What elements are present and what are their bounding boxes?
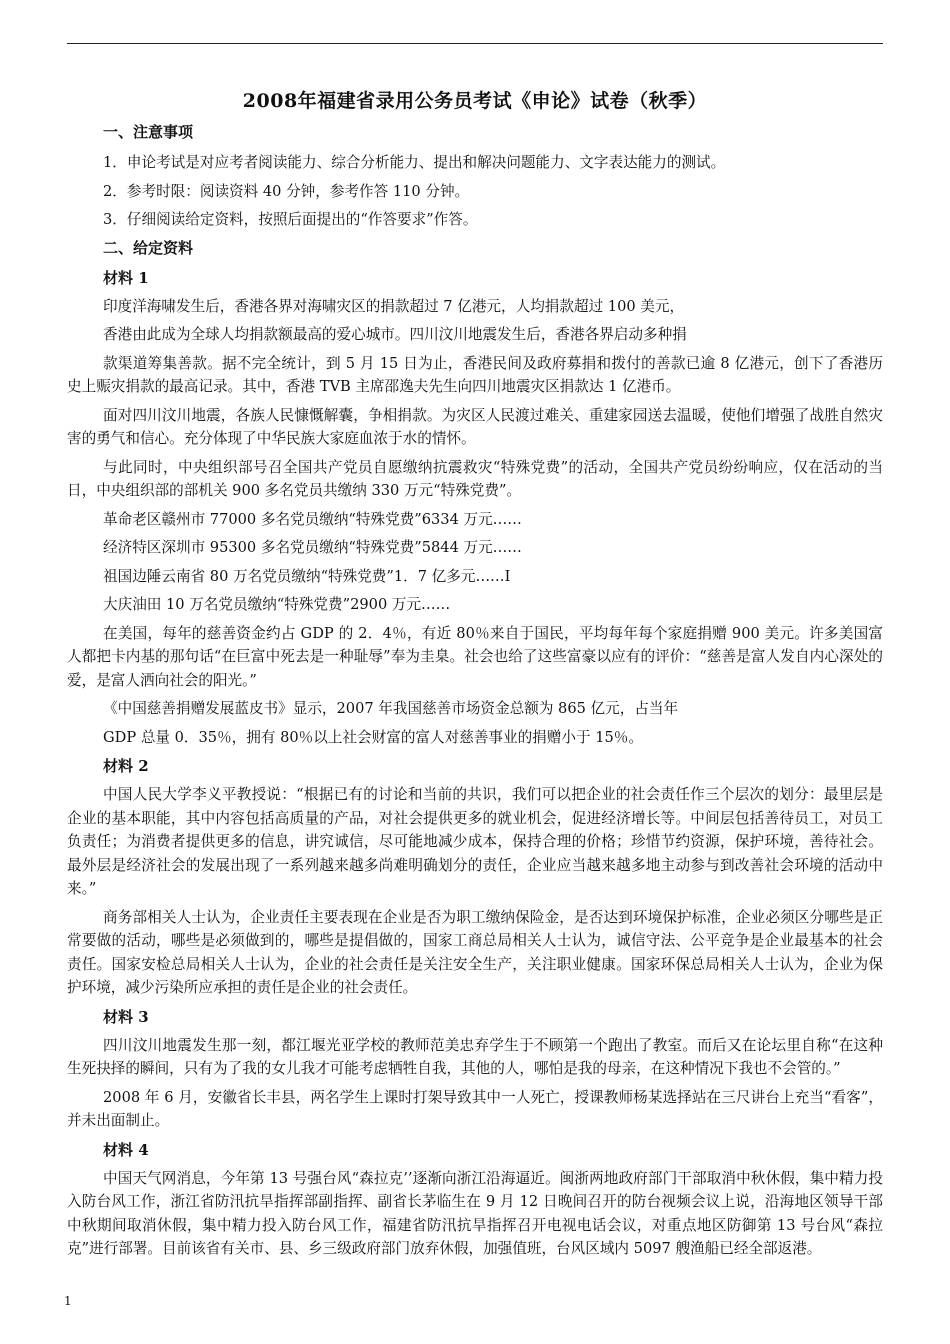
material-paragraph: 中国人民大学李义平教授说：“根据已有的讨论和当前的共识，我们可以把企业的社会责任作三个层次的划分：最里层是企业的基本职能，其中内容包括高质量的产品，对社会提供更多的就业机会，促进经济增长等。中间层包括善待员工，对员工负责任；为消费者提供更多的信息，讲究诚信，尽可能地减少成本，保持合理的价格；珍惜节约资源，保护环境，善待社会。最外层是经济社会的发展出现了一系列越来越多尚难明确划分的责任，企业应当越来越多地主动参与到改善社会环境的活动中来。” <box>67 786 883 897</box>
material-paragraph: 经济特区深圳市 95300 多名党员缴纳“特殊党费”5844 万元…… <box>103 539 522 556</box>
notice-item: 2．参考时限：阅读资料 40 分钟，参考作答 110 分钟。 <box>103 182 470 200</box>
material-paragraph: 大庆油田 10 万名党员缴纳“特殊党费”2900 万元…… <box>103 596 451 613</box>
material-1-label: 材料 1 <box>103 268 149 287</box>
material-3-label: 材料 3 <box>103 1007 149 1026</box>
material-paragraph: 《中国慈善捐赠发展蓝皮书》显示，2007 年我国慈善市场资金总额为 865 亿元，占当年 <box>103 700 679 717</box>
material-4-label: 材料 4 <box>103 1140 149 1159</box>
material-paragraph: 2008 年 6 月，安徽省长丰县，两名学生上课时打架导致其中一人死亡，授课教师杨某选择站在三尺讲台上充当“看客”，并未出面制止。 <box>67 1088 883 1129</box>
material-paragraph: 香港由此成为全球人均捐款额最高的爱心城市。四川汶川地震发生后，香港各界启动多种捐 <box>103 326 687 343</box>
notice-item: 1．申论考试是对应考者阅读能力、综合分析能力、提出和解决问题能力、文字表达能力的测试。 <box>103 154 726 171</box>
material-2-label: 材料 2 <box>103 757 149 775</box>
material-paragraph: 面对四川汶川地震，各族人民慷慨解囊，争相捐款。为灾区人民渡过难关、重建家园送去温暖，使他们增强了战胜自然灾害的勇气和信心。充分体现了中华民族大家庭血浓于水的情怀。 <box>67 406 883 447</box>
page-number: 1 <box>64 1294 72 1308</box>
section-heading-notice: 一、注意事项 <box>103 123 194 141</box>
material-paragraph: GDP 总量 0．35％，拥有 80％以上社会财富的富人对慈善事业的捐赠小于 15％。 <box>103 728 643 746</box>
material-paragraph: 款渠道筹集善款。据不完全统计，到 5 月 15 日为止，香港民间及政府募捐和拨付的善款已逾 8 亿港元，创下了香港历史上赈灾捐款的最高记录。其中，香港 TVB 主席邵逸夫先生向四川地震灾区捐款达 1 亿港币。 <box>67 354 883 395</box>
material-paragraph: 印度洋海啸发生后，香港各界对海啸灾区的捐款超过 7 亿港元，人均捐款超过 100 美元， <box>103 297 685 315</box>
material-paragraph: 商务部相关人士认为，企业责任主要表现在企业是否为职工缴纳保险金，是否达到环境保护标准，企业必须区分哪些是正常要做的活动，哪些是必须做到的，哪些是提倡做的，国家工商总局相关人士认为，诚信守法、公平竞争是企业最基本的社会责任。国家安检总局相关人士认为，企业的社会责任是关注安全生产，关注职业健康。国家环保总局相关人士认为，企业为保护环境，减少污染所应承担的责任是企业的社会责任。 <box>67 908 883 996</box>
material-paragraph: 中国天气网消息，今年第 13 号强台风“森拉克’’逐渐向浙江沿海逼近。闽浙两地政府部门干部取消中秋休假，集中精力投入防台风工作，浙江省防汛抗旱指挥部副指挥、副省长茅临生在 9 月 12 日晚间召开的防台视频会议上说，沿海地区领导干部中秋期间取消休假，集中精力投入防台风工作，福建省防汛抗旱指挥召开电视电话会议，对重点地区防御第 13 号台风“森拉克”进行部署。目前该省有关市、县、乡三级政府部门放弃休假，加强值班，台风区域内 5097 艘渔船已经全部返港。 <box>67 1169 883 1257</box>
material-paragraph: 革命老区赣州市 77000 多名党员缴纳“特殊党费”6334 万元…… <box>103 510 522 528</box>
header-rule <box>67 43 883 44</box>
document-title: 2008年福建省录用公务员考试《申论》试卷（秋季） <box>242 90 708 112</box>
document-page <box>67 70 883 1266</box>
material-paragraph: 在美国，每年的慈善资金约占 GDP 的 2．4％，有近 80％来自于国民，平均每年每个家庭捐赠 900 美元。许多美国富人都把卡内基的那句话“在巨富中死去是一种耻辱”奉为圭臬。社会也给了这些富豪以应有的评价：“慈善是富人发自内心深处的爱，是富人洒向社会的阳光。” <box>67 624 883 689</box>
material-paragraph: 祖国边陲云南省 80 万名党员缴纳“特殊党费”1．7 亿多元……I <box>103 567 511 585</box>
notice-item: 3．仔细阅读给定资料，按照后面提出的“作答要求”作答。 <box>103 211 478 228</box>
material-paragraph: 四川汶川地震发生那一刻，都江堰光亚学校的教师范美忠弃学生于不顾第一个跑出了教室。而后又在论坛里自称“在这种生死抉择的瞬间，只有为了我的女儿我才可能考虑牺牲自我，其他的人，哪怕是我的母亲，在这种情况下我也不会管的。” <box>67 1036 883 1077</box>
material-paragraph: 与此同时，中央组织部号召全国共产党员自愿缴纳抗震救灾“特殊党费”的活动，全国共产党员纷纷响应，仅在活动的当日，中央组织部的部机关 900 多名党员共缴纳 330 万元“特殊党费”。 <box>67 458 883 499</box>
section-heading-materials: 二、给定资料 <box>103 238 194 257</box>
